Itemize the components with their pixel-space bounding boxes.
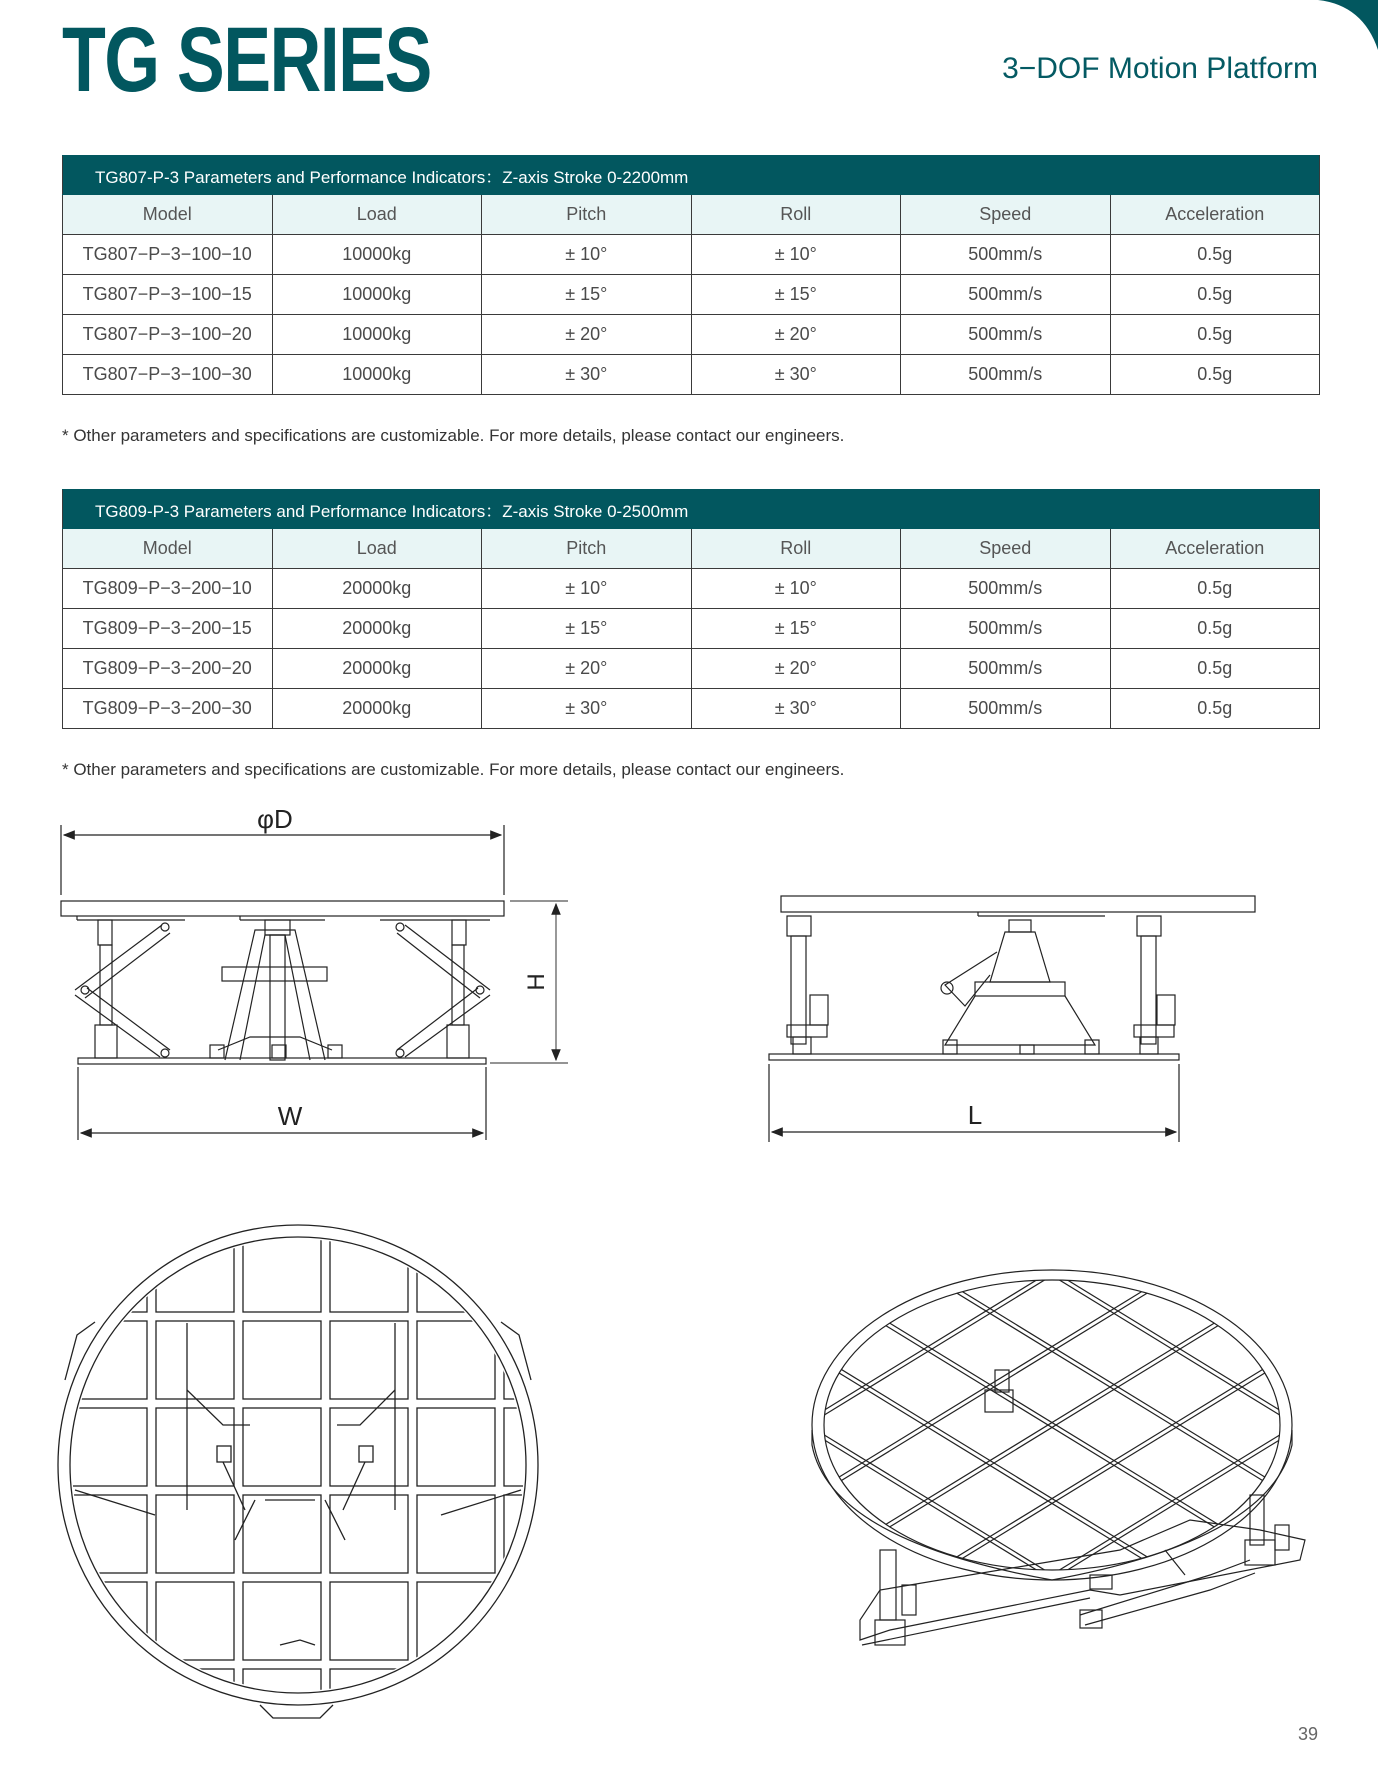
table-row bbox=[63, 355, 1320, 395]
cell-load: 20000kg bbox=[272, 569, 482, 609]
grid-cell bbox=[69, 1669, 147, 1747]
cell-pitch: ± 30° bbox=[482, 355, 692, 395]
grid-cell bbox=[156, 1582, 234, 1660]
grid-beam bbox=[790, 1240, 1330, 1632]
grid-beam bbox=[790, 1240, 1330, 1680]
grid-beam bbox=[790, 1240, 1330, 1680]
grid-beam bbox=[790, 1240, 1330, 1670]
spec-table-tg807 bbox=[62, 155, 1320, 395]
grid-cell bbox=[69, 1234, 147, 1312]
grid-cell bbox=[330, 1408, 408, 1486]
cell-acceleration: 0.5g bbox=[1110, 689, 1320, 729]
grid-beam bbox=[790, 1240, 1262, 1556]
cell-speed: 500mm/s bbox=[901, 689, 1111, 729]
cell-load: 10000kg bbox=[272, 355, 482, 395]
cell-pitch: ± 10° bbox=[482, 235, 692, 275]
cell-roll: ± 15° bbox=[691, 609, 901, 649]
width-label: W bbox=[277, 1101, 303, 1131]
diameter-label: φD bbox=[257, 804, 293, 834]
length-label: L bbox=[967, 1100, 983, 1130]
grid-cell bbox=[156, 1408, 234, 1486]
grid-beam bbox=[790, 1370, 1146, 1680]
grid-beam bbox=[834, 1240, 1330, 1556]
grid-beam bbox=[790, 1240, 1330, 1632]
cell-pitch: ± 15° bbox=[482, 609, 692, 649]
column-header: Acceleration bbox=[1110, 195, 1320, 235]
cell-acceleration: 0.5g bbox=[1110, 235, 1320, 275]
grid-cell bbox=[330, 1321, 408, 1399]
grid-cell bbox=[243, 1408, 321, 1486]
grid-beam bbox=[790, 1240, 1330, 1670]
table-row bbox=[63, 235, 1320, 275]
corner-decoration bbox=[1278, 0, 1378, 60]
grid-cell bbox=[504, 1234, 575, 1312]
grid-beam bbox=[958, 1370, 1330, 1680]
cell-load: 20000kg bbox=[272, 649, 482, 689]
grid-cell bbox=[330, 1582, 408, 1660]
cell-pitch: ± 20° bbox=[482, 315, 692, 355]
table-row bbox=[63, 609, 1320, 649]
grid-cell bbox=[69, 1582, 147, 1660]
table-row bbox=[63, 689, 1320, 729]
cell-load: 20000kg bbox=[272, 689, 482, 729]
column-header: Load bbox=[272, 195, 482, 235]
cell-load: 10000kg bbox=[272, 315, 482, 355]
grid-beam bbox=[790, 1240, 1330, 1632]
cell-model: TG807−P−3−100−15 bbox=[63, 275, 273, 315]
cell-model: TG809−P−3−200−10 bbox=[63, 569, 273, 609]
grid-beam bbox=[904, 1332, 1330, 1680]
table-note: * Other parameters and specifications are customizable. For more details, please contact our engineers. bbox=[62, 760, 845, 779]
grid-beam bbox=[790, 1240, 1270, 1556]
cell-pitch: ± 30° bbox=[482, 689, 692, 729]
table-note: * Other parameters and specifications are customizable. For more details, please contact our engineers. bbox=[62, 426, 845, 445]
grid-cell bbox=[156, 1321, 234, 1399]
cell-roll: ± 30° bbox=[691, 689, 901, 729]
grid-cell bbox=[417, 1582, 495, 1660]
grid-beam bbox=[958, 1240, 1330, 1480]
column-header: Speed bbox=[901, 529, 1111, 569]
grid-cell bbox=[417, 1408, 495, 1486]
cell-speed: 500mm/s bbox=[901, 649, 1111, 689]
grid-beam bbox=[790, 1240, 1330, 1680]
cell-load: 10000kg bbox=[272, 275, 482, 315]
grid-cell bbox=[504, 1669, 575, 1747]
grid-beam bbox=[842, 1240, 1330, 1556]
cell-acceleration: 0.5g bbox=[1110, 315, 1320, 355]
grid-beam bbox=[790, 1240, 1324, 1594]
cell-model: TG809−P−3−200−20 bbox=[63, 649, 273, 689]
page-number: 39 bbox=[1297, 1724, 1318, 1744]
cell-pitch: ± 20° bbox=[482, 649, 692, 689]
table-caption: TG809-P-3 Parameters and Performance Indicators：Z-axis Stroke 0-2500mm bbox=[63, 490, 1320, 529]
isometric-view-drawing bbox=[790, 1240, 1330, 1680]
column-header: Speed bbox=[901, 195, 1111, 235]
grid-cell bbox=[417, 1669, 495, 1747]
top-view-drawing bbox=[55, 1210, 575, 1750]
spec-table-tg809 bbox=[62, 489, 1320, 729]
cell-roll: ± 20° bbox=[691, 649, 901, 689]
cell-speed: 500mm/s bbox=[901, 315, 1111, 355]
height-label: H bbox=[523, 973, 550, 991]
column-header: Pitch bbox=[482, 529, 692, 569]
cell-acceleration: 0.5g bbox=[1110, 275, 1320, 315]
column-header: Pitch bbox=[482, 195, 692, 235]
cell-speed: 500mm/s bbox=[901, 355, 1111, 395]
grid-cell bbox=[243, 1321, 321, 1399]
cell-acceleration: 0.5g bbox=[1110, 649, 1320, 689]
cell-model: TG809−P−3−200−30 bbox=[63, 689, 273, 729]
grid-cell bbox=[69, 1408, 147, 1486]
page-subtitle: 3−DOF Motion Platform bbox=[1002, 52, 1318, 85]
cell-model: TG807−P−3−100−20 bbox=[63, 315, 273, 355]
grid-beam bbox=[790, 1240, 1330, 1680]
cell-speed: 500mm/s bbox=[901, 609, 1111, 649]
cell-pitch: ± 10° bbox=[482, 569, 692, 609]
table-row bbox=[63, 569, 1320, 609]
grid-cell bbox=[243, 1582, 321, 1660]
grid-cell bbox=[243, 1669, 321, 1747]
grid-cell bbox=[504, 1321, 575, 1399]
column-header: Model bbox=[63, 529, 273, 569]
cell-load: 10000kg bbox=[272, 235, 482, 275]
cell-speed: 500mm/s bbox=[901, 275, 1111, 315]
grid-cell bbox=[504, 1582, 575, 1660]
grid-beam bbox=[790, 1240, 1330, 1670]
table-row bbox=[63, 275, 1320, 315]
cell-roll: ± 20° bbox=[691, 315, 901, 355]
grid-cell bbox=[156, 1495, 234, 1573]
column-header: Load bbox=[272, 529, 482, 569]
cell-speed: 500mm/s bbox=[901, 235, 1111, 275]
cell-acceleration: 0.5g bbox=[1110, 609, 1320, 649]
cell-roll: ± 10° bbox=[691, 569, 901, 609]
cell-acceleration: 0.5g bbox=[1110, 569, 1320, 609]
table-caption: TG807-P-3 Parameters and Performance Indicators：Z-axis Stroke 0-2200mm bbox=[63, 156, 1320, 195]
grid-cell bbox=[504, 1408, 575, 1486]
cell-model: TG809−P−3−200−15 bbox=[63, 609, 273, 649]
column-header: Acceleration bbox=[1110, 529, 1320, 569]
grid-beam bbox=[790, 1240, 1146, 1480]
grid-beam bbox=[842, 1294, 1330, 1680]
column-header: Roll bbox=[691, 529, 901, 569]
front-view-drawing bbox=[50, 795, 650, 1145]
grid-beam bbox=[790, 1240, 1330, 1632]
grid-beam bbox=[904, 1240, 1330, 1518]
cell-acceleration: 0.5g bbox=[1110, 355, 1320, 395]
series-title: TG SERIES bbox=[62, 9, 431, 111]
cell-roll: ± 10° bbox=[691, 235, 901, 275]
grid-beam bbox=[790, 1256, 1324, 1680]
grid-cell bbox=[156, 1234, 234, 1312]
cell-speed: 500mm/s bbox=[901, 569, 1111, 609]
grid-cell bbox=[330, 1669, 408, 1747]
cell-model: TG807−P−3−100−30 bbox=[63, 355, 273, 395]
cell-model: TG807−P−3−100−10 bbox=[63, 235, 273, 275]
grid-beam bbox=[790, 1294, 1270, 1680]
column-header: Model bbox=[63, 195, 273, 235]
grid-cell bbox=[243, 1495, 321, 1573]
table-row bbox=[63, 649, 1320, 689]
cell-load: 20000kg bbox=[272, 609, 482, 649]
grid-beam bbox=[790, 1240, 1330, 1670]
table-row bbox=[63, 315, 1320, 355]
side-view-drawing bbox=[765, 880, 1305, 1150]
cell-roll: ± 30° bbox=[691, 355, 901, 395]
grid-cell bbox=[243, 1234, 321, 1312]
cell-pitch: ± 15° bbox=[482, 275, 692, 315]
cell-roll: ± 15° bbox=[691, 275, 901, 315]
column-header: Roll bbox=[691, 195, 901, 235]
grid-cell bbox=[417, 1495, 495, 1573]
